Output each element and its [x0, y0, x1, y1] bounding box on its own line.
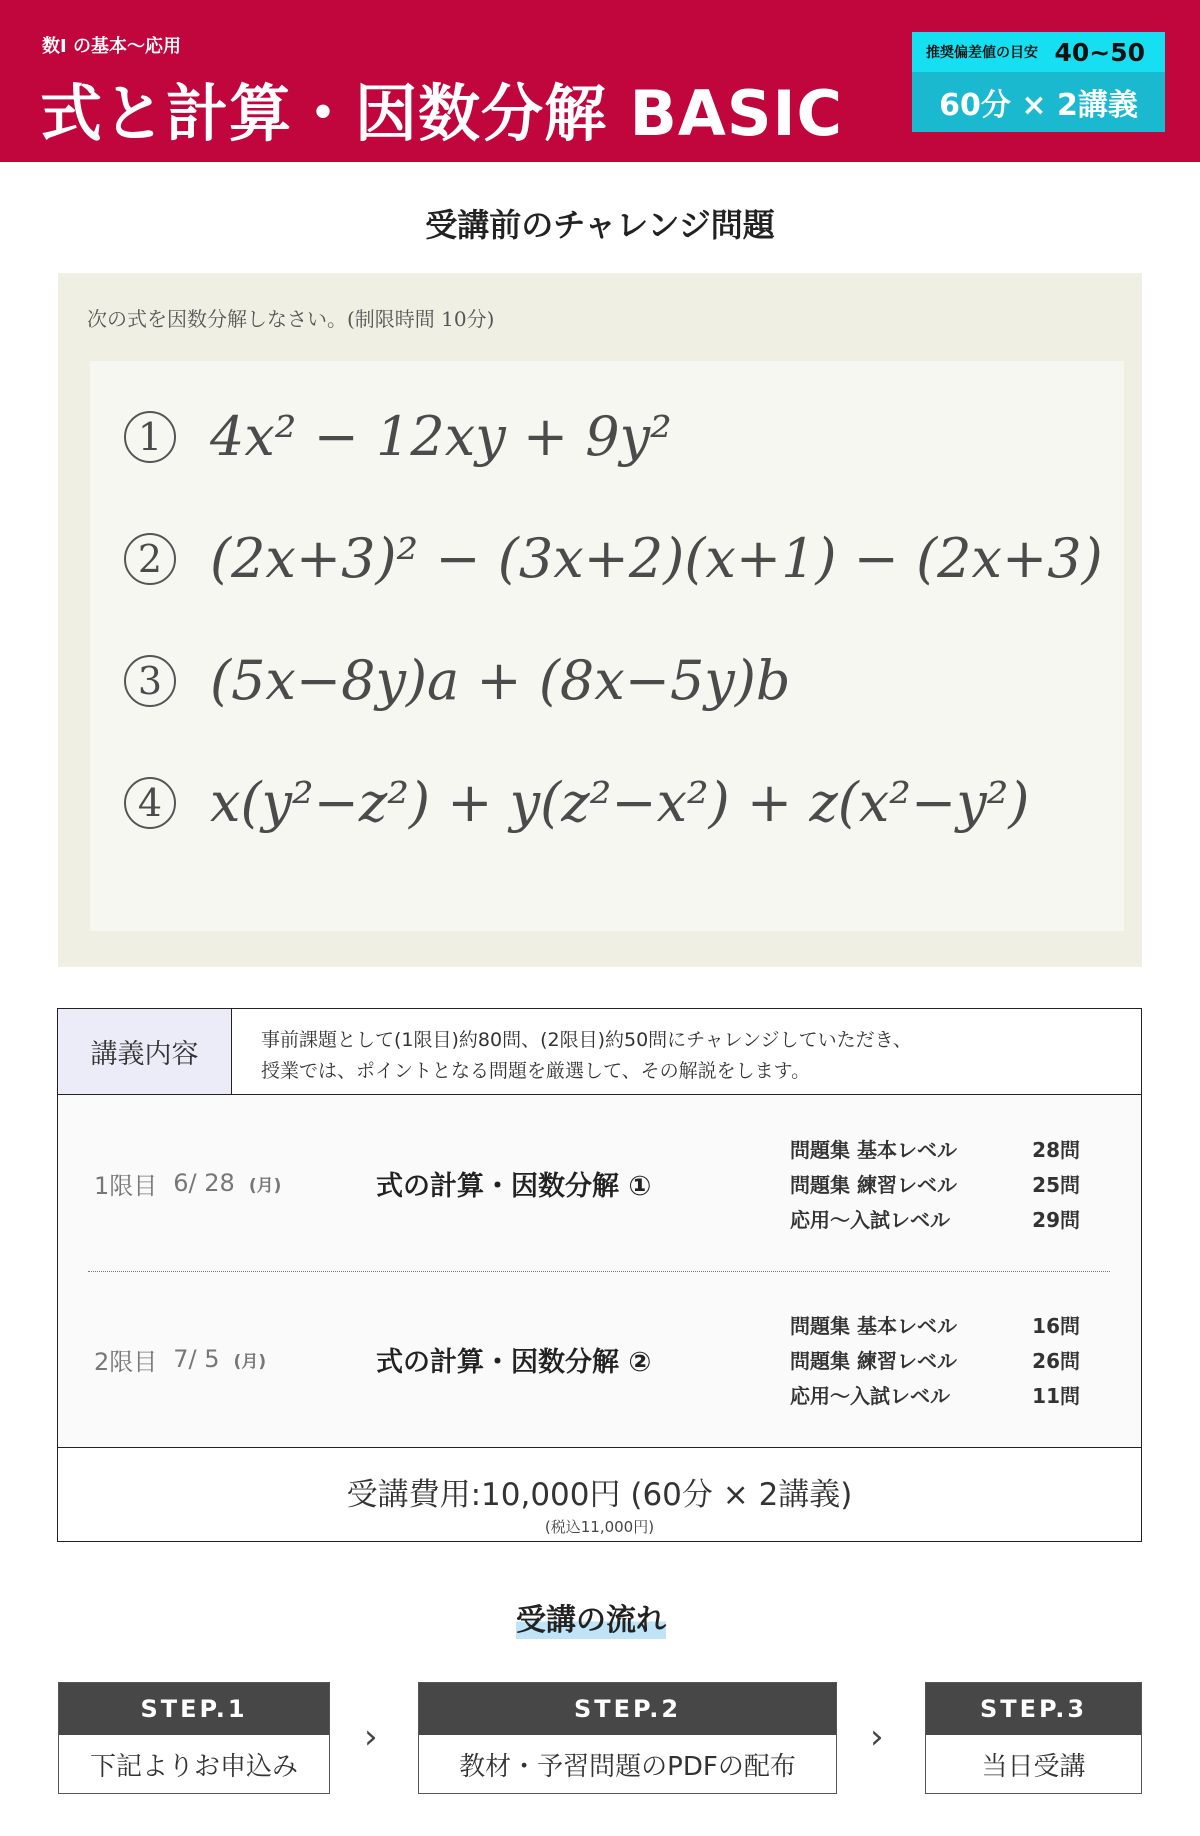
level-item — [790, 1309, 1080, 1344]
level-item — [790, 1379, 1080, 1414]
session-date: 6/ 28 — [173, 1169, 235, 1197]
description-line: 授業では、ポイントとなる問題を厳選して、その解説をします。 — [261, 1060, 811, 1082]
session-levels — [790, 1309, 1080, 1414]
session-weekday: (月) — [233, 1351, 267, 1372]
problem-4 — [124, 771, 1029, 834]
problem-number: 1 — [124, 411, 176, 463]
lecture-label: 講義内容 — [58, 1009, 232, 1094]
level-name: 応用〜入試レベル — [790, 1384, 950, 1408]
session-levels — [790, 1133, 1080, 1238]
session-period — [94, 1095, 281, 1271]
fee-section — [58, 1447, 1141, 1537]
step-1 — [58, 1682, 330, 1794]
step-body: 教材・予習問題のPDFの配布 — [459, 1751, 796, 1782]
step-label: STEP.2 — [419, 1683, 836, 1735]
problem-number: 3 — [124, 655, 176, 707]
level-badge — [912, 32, 1165, 132]
session-period — [94, 1271, 266, 1447]
level-item — [790, 1133, 1080, 1168]
session-weekday: (月) — [248, 1175, 282, 1196]
challenge-instruction: 次の式を因数分解しなさい。(制限時間 10分) — [87, 307, 495, 331]
course-title: 式と計算・因数分解 BASIC — [40, 77, 844, 150]
session-topic: 式の計算・因数分解 ① — [376, 1170, 652, 1202]
description-line: 事前課題として(1限目)約80問、(2限目)約50問にチャレンジしていただき、 — [261, 1029, 912, 1051]
level-count: 25問 — [1032, 1173, 1080, 1197]
chevron-right-icon: › — [364, 1717, 378, 1757]
period-label: 1限目 — [94, 1171, 158, 1200]
problem-expression: x(y²−z²) + y(z²−x²) + z(x²−y²) — [210, 771, 1030, 834]
fee-amount: 受講費用:10,000円 (60分 × 2講義) — [346, 1477, 853, 1513]
level-count: 11問 — [1032, 1384, 1080, 1408]
step-body: 当日受講 — [981, 1751, 1086, 1782]
flow-heading: 受講の流れ — [516, 1595, 666, 1639]
lecture-table — [57, 1008, 1142, 1542]
step-body: 下記よりお申込み — [89, 1751, 298, 1782]
level-count: 16問 — [1032, 1314, 1080, 1338]
course-subtitle: 数I の基本〜応用 — [42, 36, 181, 57]
problem-number: 2 — [124, 533, 176, 585]
problem-expression: (5x−8y)a + (8x−5y)b — [210, 649, 791, 712]
lecture-description — [261, 1025, 912, 1087]
level-name: 問題集 練習レベル — [790, 1173, 957, 1197]
challenge-box — [58, 273, 1142, 967]
session-topic: 式の計算・因数分解 ② — [376, 1346, 652, 1378]
problem-3 — [124, 649, 790, 712]
step-2 — [418, 1682, 837, 1794]
session-row-2 — [58, 1271, 1141, 1447]
badge-top — [912, 32, 1165, 72]
level-count: 28問 — [1032, 1138, 1080, 1162]
header-banner — [0, 0, 1200, 162]
level-item — [790, 1168, 1080, 1203]
step-3 — [925, 1682, 1142, 1794]
level-count: 26問 — [1032, 1349, 1080, 1373]
level-name: 問題集 基本レベル — [790, 1314, 957, 1338]
level-name: 応用〜入試レベル — [790, 1208, 950, 1232]
step-label: STEP.1 — [59, 1683, 329, 1735]
session-date: 7/ 5 — [173, 1345, 220, 1373]
badge-label: 推奨偏差値の目安 — [926, 45, 1038, 61]
level-name: 問題集 練習レベル — [790, 1349, 957, 1373]
chevron-right-icon: › — [870, 1717, 884, 1757]
level-name: 問題集 基本レベル — [790, 1138, 957, 1162]
problem-number: 4 — [124, 777, 176, 829]
badge-duration: 60分 × 2講義 — [939, 88, 1138, 123]
level-item — [790, 1203, 1080, 1238]
problem-expression: 4x² − 12xy + 9y² — [210, 405, 672, 468]
problem-2 — [124, 527, 1103, 590]
problem-1 — [124, 405, 672, 468]
fee-tax: (税込11,000円) — [544, 1518, 655, 1536]
step-label: STEP.3 — [926, 1683, 1141, 1735]
period-label: 2限目 — [94, 1347, 158, 1376]
badge-value: 40~50 — [1054, 37, 1145, 67]
challenge-heading: 受講前のチャレンジ問題 — [425, 206, 775, 244]
session-row-1 — [58, 1095, 1141, 1271]
session-rows — [58, 1094, 1141, 1448]
level-item — [790, 1344, 1080, 1379]
level-count: 29問 — [1032, 1208, 1080, 1232]
problem-panel — [90, 361, 1124, 931]
problem-expression: (2x+3)² − (3x+2)(x+1) − (2x+3) — [210, 527, 1103, 590]
